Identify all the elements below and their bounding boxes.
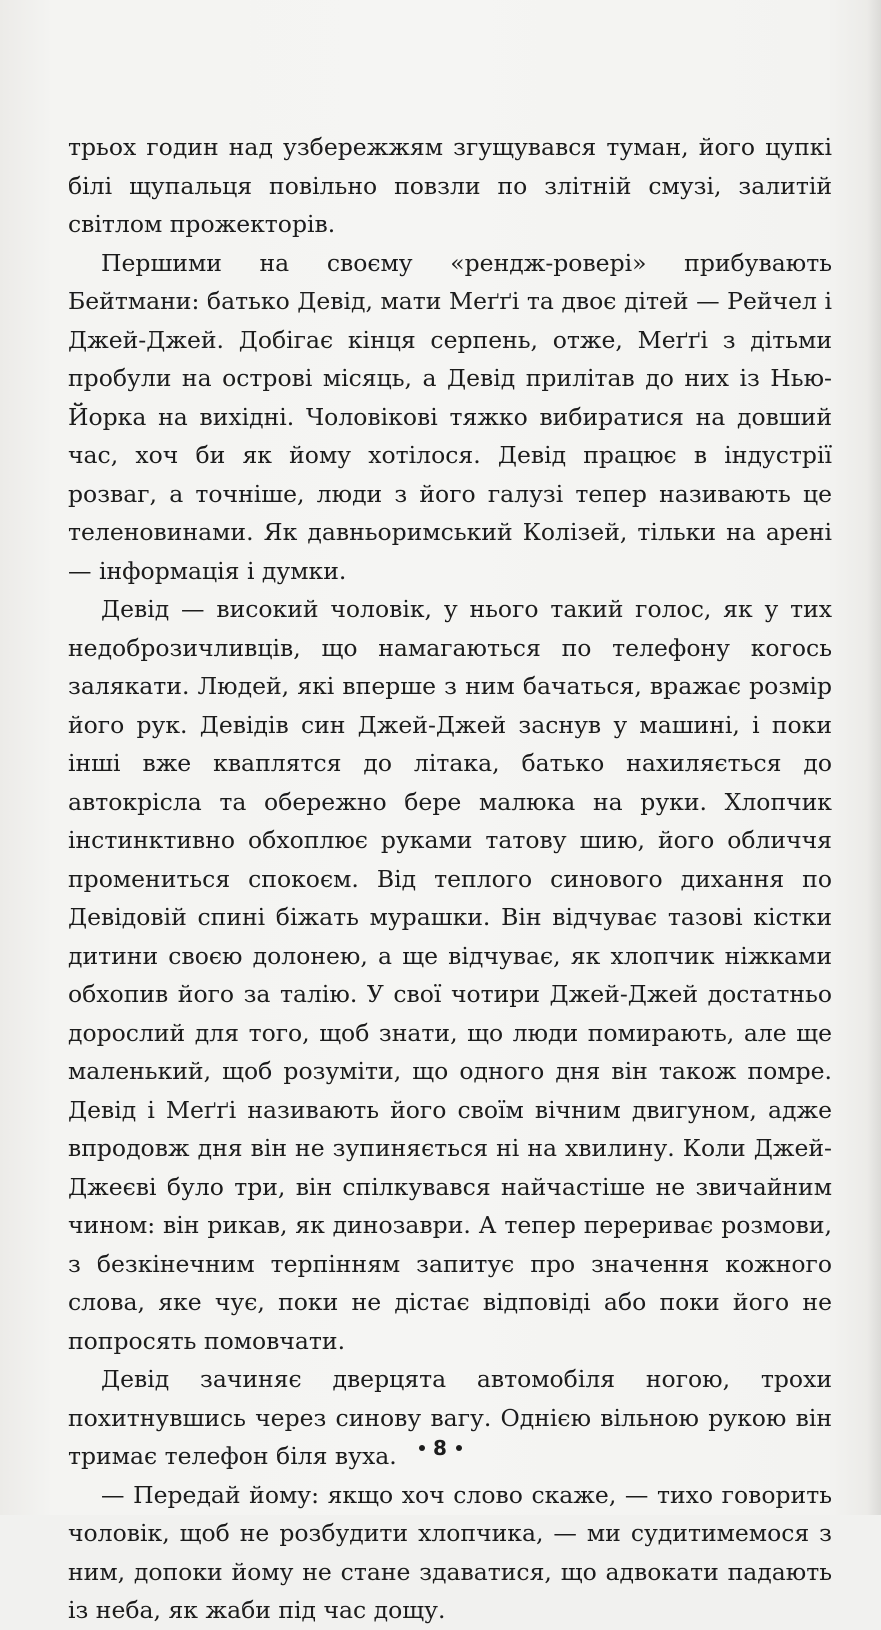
paragraph-continued: трьох годин над узбережжям згущувався туман, його цупкі білі щупальця повільно повзли по злітній смузі, залитій світлом прожекторів. xyxy=(68,133,832,238)
bullet-icon xyxy=(419,1445,425,1451)
body-text xyxy=(68,128,832,1630)
spine-shadow xyxy=(867,0,881,1515)
page-number xyxy=(0,1436,881,1460)
paragraph-david: Девід — високий чоловік, у нього такий голос, як у тих недоброзичливців, що намагаються по телефону когось залякати. Людей, які вперше з ним бачаться, вражає розмір його рук. Девідів син Джей-Джей заснув у машині, і поки інші вже кваплятся до літака, батько нахиляється до автокрісла та обережно бере малюка на руки. Хлопчик інстинктивно обхоплює руками татову шию, його обличчя промениться спокоєм. Від теплого синового дихання по Девідовій спині біжать мурашки. Він відчуває тазові кістки дитини своєю долонею, а ще відчуває, як хлопчик ніжками обхопив його за талію. У свої чотири Джей-Джей достатньо дорослий для того, щоб знати, що люди помирають, але ще маленький, щоб розуміти, що одного дня він також помре. Девід і Меґґі називають його своїм вічним двигуном, адже впродовж дня він не зупиняється ні на хвилину. Коли Джей-Джеєві було три, він спілкувався найчастіше не звичайним чином: він рикав, як динозаври. А тепер перериває розмови, з безкінечним терпінням запитує про значення кожного слова, яке чує, поки не дістає відповіді або поки його не попросять помовчати. xyxy=(68,595,832,1355)
paragraph-dialogue: — Передай йому: якщо хоч слово скаже, — тихо говорить чоловік, щоб не розбудити хлопчика, — ми судитимемося з ним, допоки йому не стане здаватися, що адвокати падають із неба, як жаби під час дощу. xyxy=(68,1480,832,1624)
page-number-value: 8 xyxy=(433,1436,448,1460)
paragraph-arrival: Першими на своєму «рендж-ровері» прибувають Бейтмани: батько Девід, мати Меґґі та двоє дітей — Рейчел і Джей-Джей. Добігає кінця серпень, отже, Меґґі з дітьми пробули на острові місяць, а Девід прилітав до них із Нью-Йорка на вихідні. Чоловікові тяжко вибиратися на довший час, хоч би як йому хотілося. Девід працює в індустрії розваг, а точніше, люди з його галузі тепер називають це теленовинами. Як давньоримський Колізей, тільки на арені — інформація і думки. xyxy=(68,248,832,585)
bullet-icon xyxy=(456,1445,462,1451)
paragraph-car-door: Девід зачиняє дверцята автомобіля ногою, трохи похитнувшись через синову вагу. Однією вільною рукою він тримає телефон біля вуха. xyxy=(68,1365,832,1470)
